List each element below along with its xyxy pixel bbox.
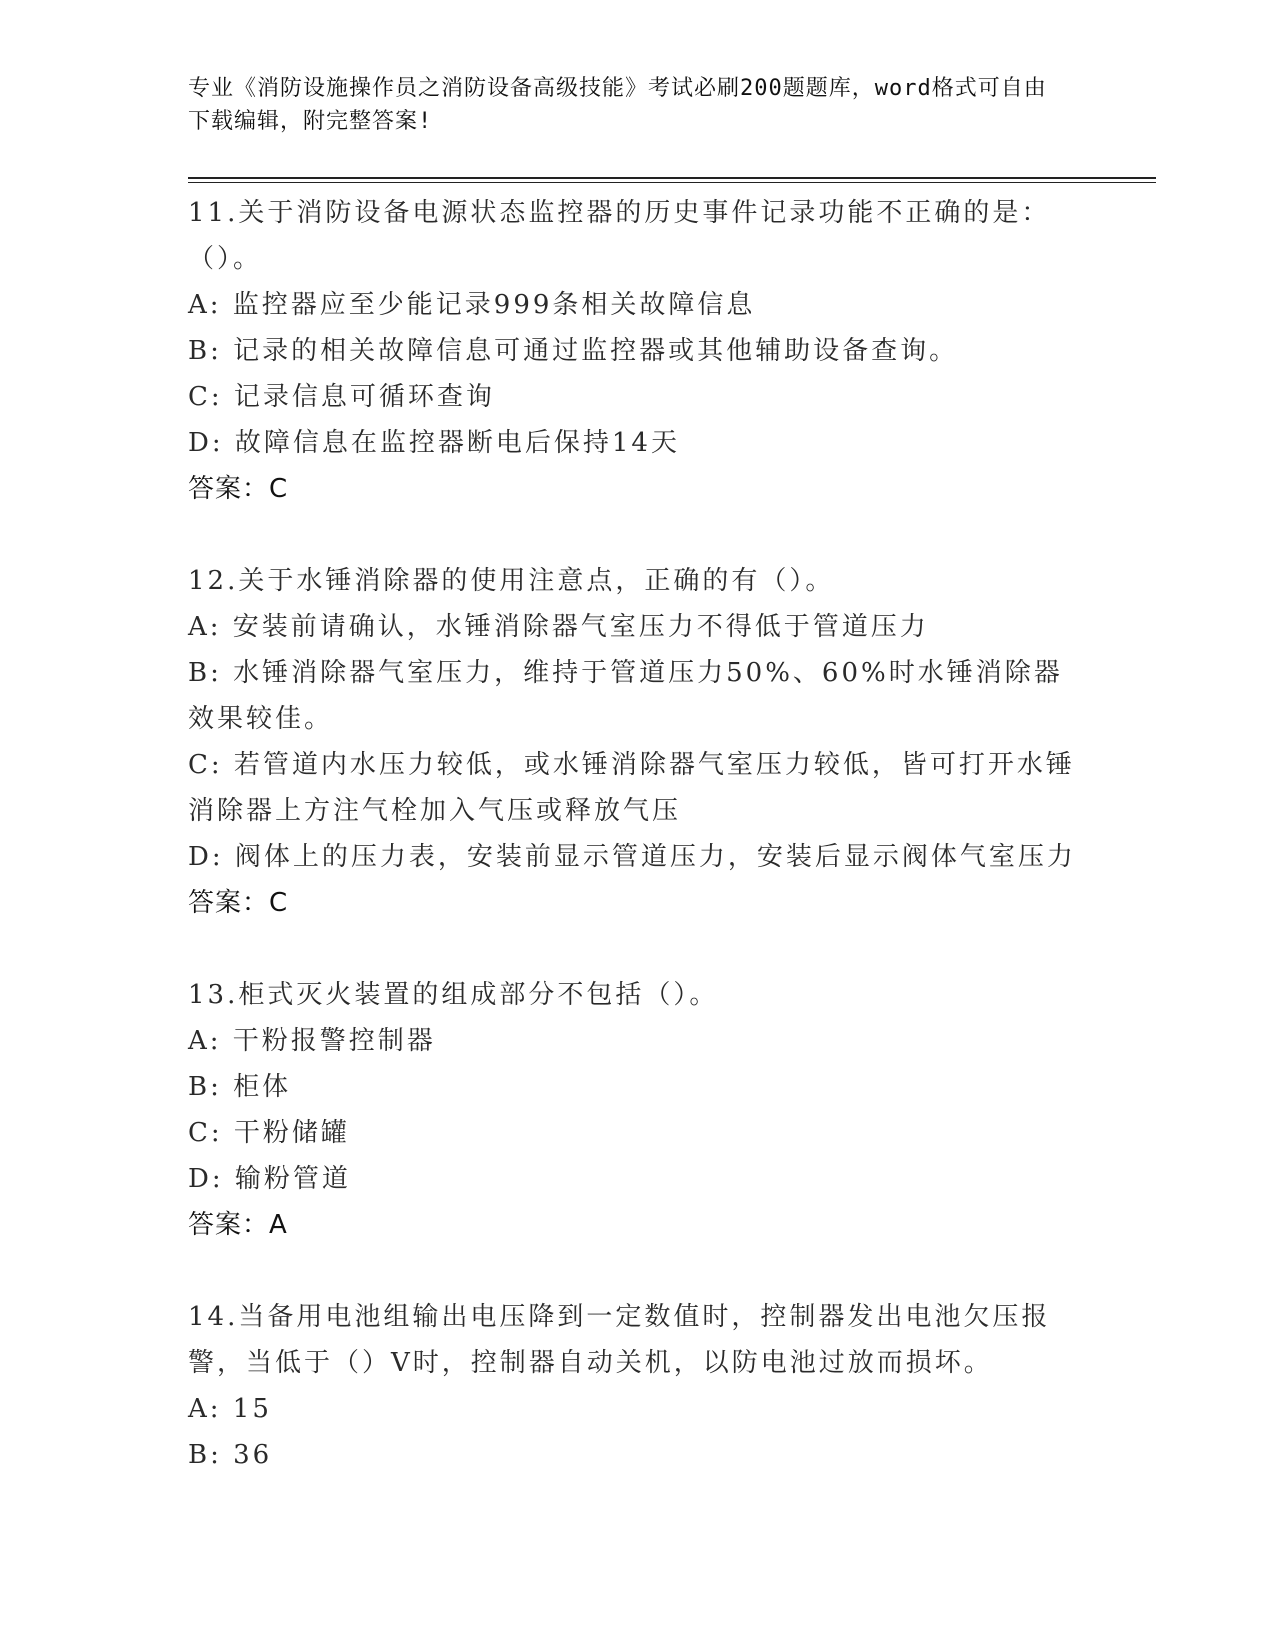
answer: 答案：A — [188, 1210, 288, 1240]
option-d: D: 输粉管道 — [188, 1164, 351, 1194]
option-a: A: 监控器应至少能记录999条相关故障信息 — [188, 290, 756, 320]
question-stem: 14.当备用电池组输出电压降到一定数值时，控制器发出电池欠压报警，当低于（）V时，控制器自动关机，以防电池过放而损坏。 — [188, 1302, 1051, 1378]
question-stem: 13.柜式灭火装置的组成部分不包括（）。 — [188, 980, 719, 1010]
option-c: C: 干粉储罐 — [188, 1118, 350, 1148]
question-list — [188, 190, 1088, 1524]
question-13 — [188, 972, 1088, 1248]
option-b: B: 记录的相关故障信息可通过监控器或其他辅助设备查询。 — [188, 336, 959, 366]
answer: 答案：C — [188, 888, 289, 918]
option-b: B: 水锤消除器气室压力，维持于管道压力50%、60%时水锤消除器效果较佳。 — [188, 658, 1063, 734]
option-d: D: 阀体上的压力表，安装前显示管道压力，安装后显示阀体气室压力 — [188, 842, 1076, 872]
question-14 — [188, 1294, 1088, 1478]
option-c: C: 若管道内水压力较低，或水锤消除器气室压力较低，皆可打开水锤消除器上方注气栓加入气压或释放气压 — [188, 750, 1075, 826]
question-12 — [188, 558, 1088, 926]
option-a: A: 安装前请确认，水锤消除器气室压力不得低于管道压力 — [188, 612, 929, 642]
question-stem: 11.关于消防设备电源状态监控器的历史事件记录功能不正确的是：（）。 — [188, 198, 1051, 274]
document-header: 专业《消防设施操作员之消防设备高级技能》考试必刷200题题库，word格式可自由下载编辑，附完整答案! — [188, 76, 1047, 134]
option-b: B: 36 — [188, 1440, 273, 1470]
option-a: A: 干粉报警控制器 — [188, 1026, 436, 1056]
option-a: A: 15 — [188, 1394, 272, 1424]
header-divider-thin — [188, 182, 1156, 183]
question-stem: 12.关于水锤消除器的使用注意点，正确的有（）。 — [188, 566, 835, 596]
answer: 答案：C — [188, 474, 289, 504]
question-11 — [188, 190, 1088, 512]
option-d: D: 故障信息在监控器断电后保持14天 — [188, 428, 680, 458]
option-c: C: 记录信息可循环查询 — [188, 382, 495, 412]
option-b: B: 柜体 — [188, 1072, 292, 1102]
header-divider-thick — [188, 177, 1156, 179]
